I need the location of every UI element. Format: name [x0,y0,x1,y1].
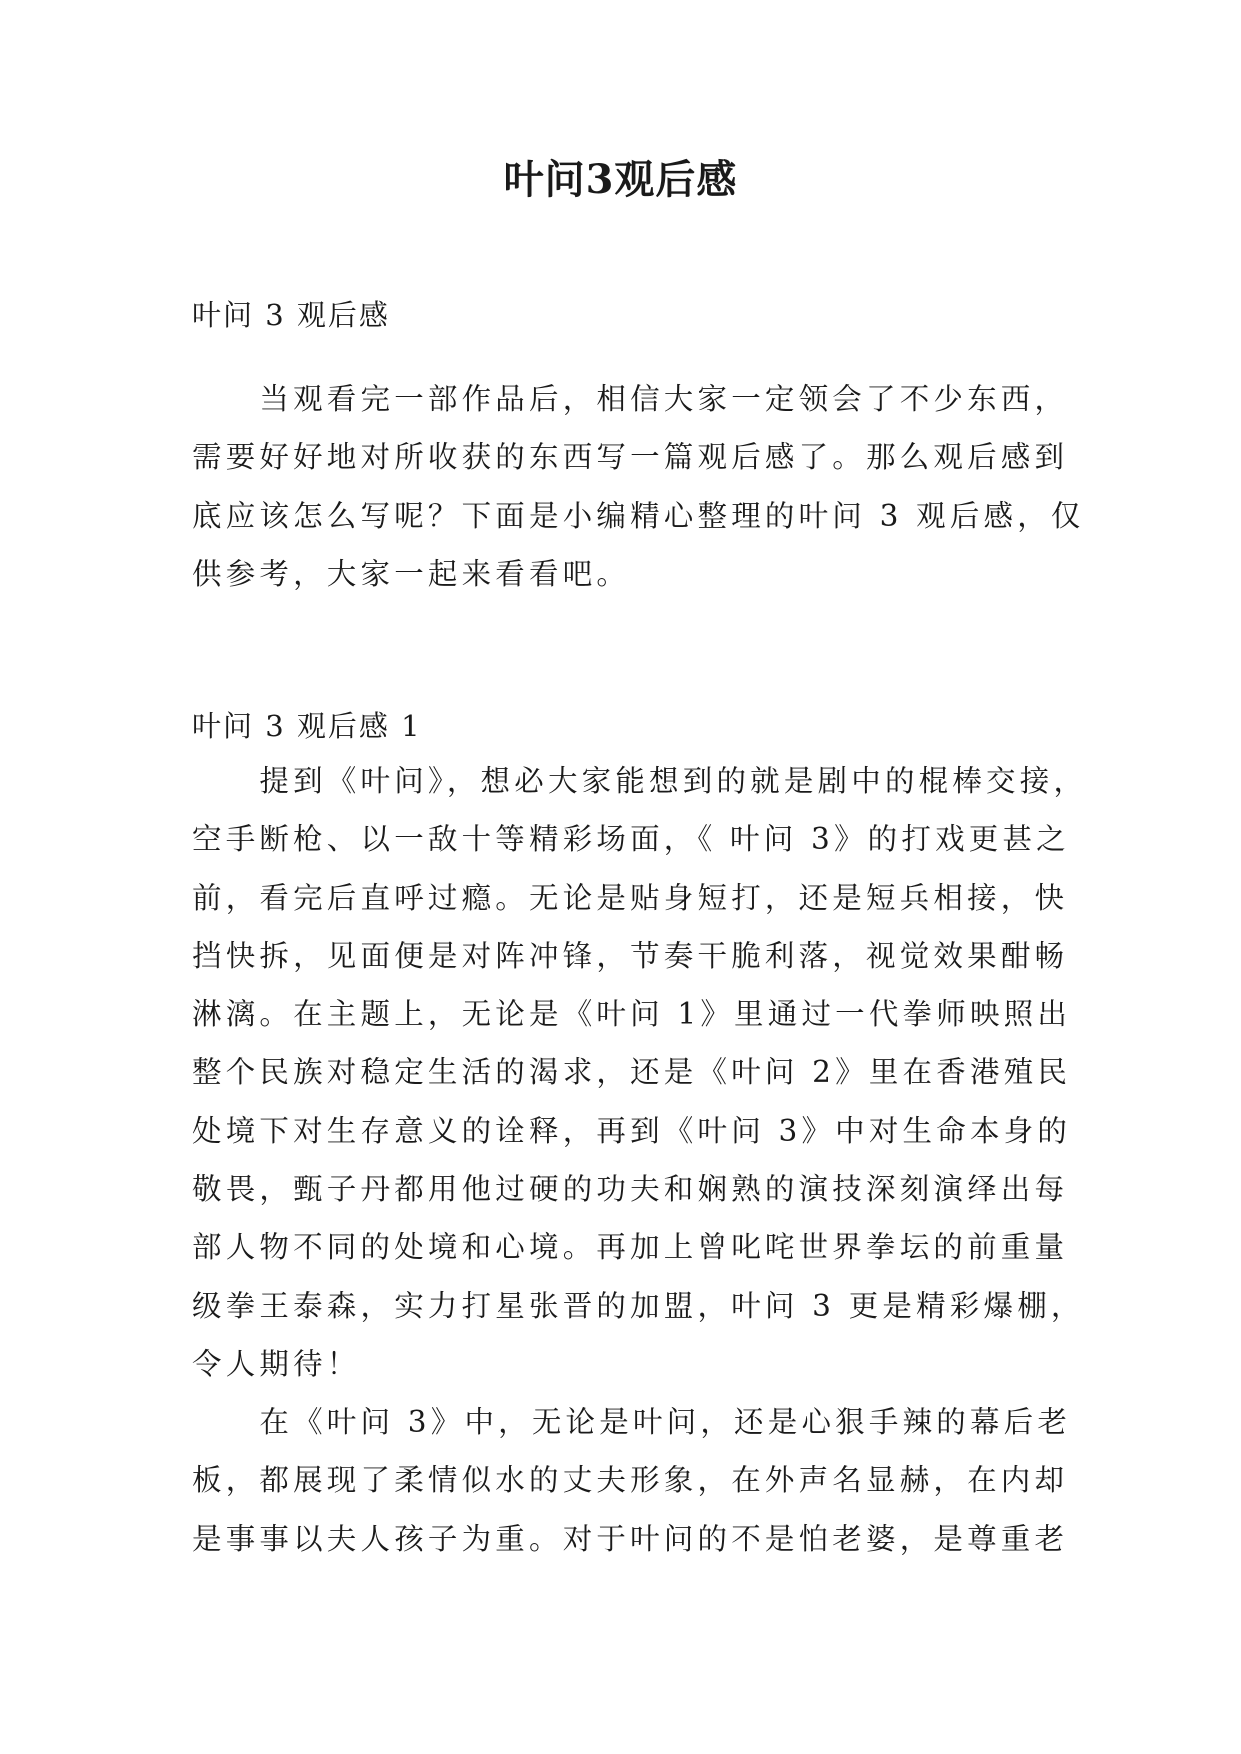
intro-paragraph [192,370,1085,603]
text-line: 当观看完一部作品后，相信大家一定领会了不少东西， [192,382,1069,416]
text-line: 部人物不同的处境和心境。再加上曾叱咤世界拳坛的前重量 [192,1230,1069,1265]
section1-paragraph [192,752,1088,1393]
text-line: 敬畏，甄子丹都用他过硬的功夫和娴熟的演技深刻演绎出每 [192,1172,1069,1207]
text-line: 板，都展现了柔情似水的丈夫形象，在外声名显赫，在内却 [192,1463,1069,1498]
text-line: 级拳王泰森，实力打星张晋的加盟，叶问 3 更是精彩爆棚， [192,1288,1085,1323]
text-line: 空手断枪、以一敌十等精彩场面，《 叶问 3》的打戏更甚之 [192,822,1070,857]
text-line: 底应该怎么写呢？下面是小编精心整理的叶问 3 观后感，仅 [192,498,1085,533]
text-line: 前，看完后直呼过瘾。无论是贴身短打，还是短兵相接，快 [192,880,1069,915]
text-line: 处境下对生存意义的诠释，再到《叶问 3》中对生命本身的 [192,1113,1072,1148]
section2-paragraph [192,1393,1072,1568]
document-subtitle: 叶问 3 观后感 [192,298,390,332]
text-line: 供参考，大家一起来看看吧。 [192,556,631,591]
text-line: 需要好好地对所收获的东西写一篇观后感了。那么观后感到 [192,440,1069,475]
section-heading: 叶问 3 观后感 1 [192,709,422,743]
text-line: 是事事以夫人孩子为重。对于叶问的不是怕老婆，是尊重老 [192,1521,1069,1556]
text-line: 令人期待！ [192,1346,361,1381]
document-title: 叶问3观后感 [503,156,738,203]
text-line: 在《叶问 3》中，无论是叶问，还是心狠手辣的幕后老 [192,1405,1072,1439]
text-line: 提到《叶问》，想必大家能想到的就是剧中的棍棒交接， [192,764,1088,798]
text-line: 挡快拆，见面便是对阵冲锋，节奏干脆利落，视觉效果酣畅 [192,938,1069,973]
text-line: 淋漓。在主题上，无论是《叶问 1》里通过一代拳师映照出 [192,997,1072,1032]
text-line: 整个民族对稳定生活的渴求，还是《叶问 2》里在香港殖民 [192,1055,1072,1090]
